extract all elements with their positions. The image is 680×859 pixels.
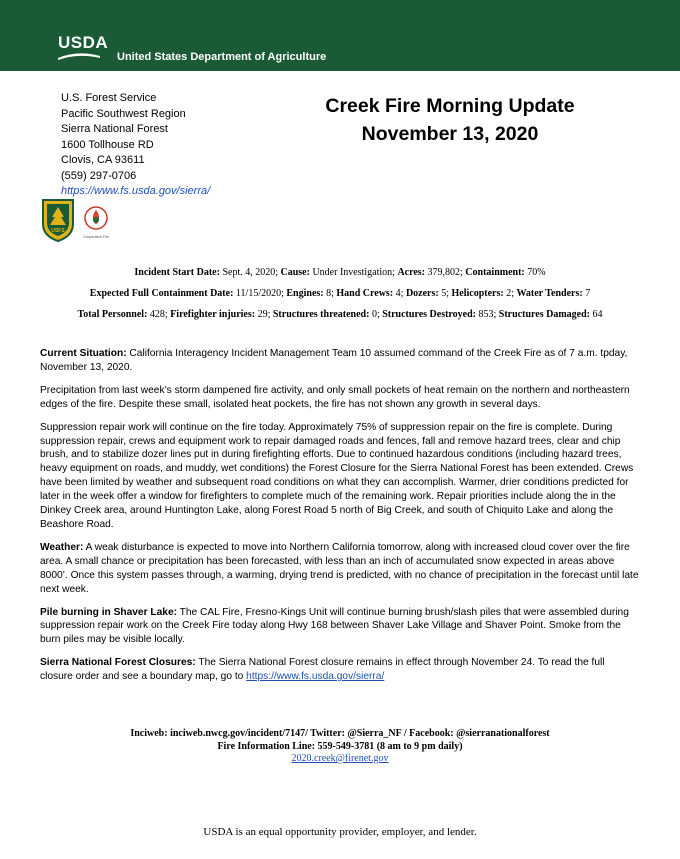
contact-info — [0, 728, 680, 766]
department-name: United States Department of Agriculture — [117, 51, 327, 63]
suppression-paragraph: Suppression repair work will continue on the fire today. Approximately 75% of suppression repair on the fire is complete. During suppression repair, crews and equipment work to repair damaged roads and fences, fall and remove hazard trees, clear and chip brush, and to stabilize dozer lines put in during firefighting efforts. Due to continued hazardous conditions (including hazard trees, heavy equipment on roads, and muddy, wet conditions) the Forest Closure for the Sierra National Forest has been extended. Crews have been limited by weather and subsequent road conditions on what they can accomplish. Warmer, drier conditions predicted for later in the week offer a window for firefighters to complete much of the remaining work. Repair priorities include along the in the Dinkey Creek area, around Huntington Lake, along Forest Road 5 north of Big Creek, and south of Chiquito Lake and along the Beashore Road. — [40, 421, 634, 530]
incident-stats — [0, 266, 680, 329]
stat-label: Hand Crews: — [336, 288, 394, 299]
section-label: Pile burning in Shaver Lake: — [40, 606, 177, 618]
stat-value: 70% — [524, 267, 546, 278]
precipitation-paragraph: Precipitation from last week’s storm dampened fire activity, and only small pockets of heat remain on the northern and northeastern edges of the fire. Despite these small, isolated heat pockets, the fire has not shown any growth in several days. — [40, 384, 630, 410]
address-line: Sierra National Forest — [61, 123, 168, 135]
weather-paragraph — [40, 541, 640, 597]
email-link[interactable]: 2020.creek@firenet.gov — [291, 753, 389, 764]
stat-label: Cause: — [280, 267, 310, 278]
closures-paragraph — [40, 656, 640, 684]
cooperative-fire-text: Cooperative Fire — [83, 235, 109, 239]
stat-value: Sept. 4, 2020; — [219, 267, 281, 278]
stats-line-1 — [0, 266, 680, 287]
stat-value: 29; — [255, 309, 273, 320]
title-date: November 13, 2020 — [361, 123, 539, 145]
stat-label: Structures Damaged: — [498, 309, 590, 320]
stat-value: 7 — [582, 288, 591, 299]
address-line: (559) 297-0706 — [61, 169, 137, 182]
paragraph-text: California Interagency Incident Management Team 10 assumed command of the Creek Fire as of 7 a.m. tpday, November 13, 2020. — [40, 348, 628, 373]
stat-label: Structures threatened: — [272, 309, 370, 320]
fire-info-line: Fire Information Line: 559-549-3781 (8 am to 9 pm daily) — [217, 740, 463, 752]
address-line: Pacific Southwest Region — [61, 107, 186, 120]
stat-value: 0; — [369, 309, 383, 320]
page-title — [290, 92, 610, 148]
equal-opportunity-footer: USDA is an equal opportunity provider, employer, and lender. — [203, 826, 477, 838]
stat-label: Structures Destroyed: — [382, 309, 476, 320]
usda-swoosh-icon — [58, 52, 100, 60]
website-link[interactable]: https://www.fs.usda.gov/sierra/ — [61, 185, 211, 197]
stat-value: 4; — [393, 288, 406, 299]
stat-label: Water Tenders: — [516, 288, 583, 299]
section-label: Current Situation: — [40, 348, 127, 359]
paragraph-text: The CAL Fire, Fresno-Kings Unit will continue burning brush/slash piles that were assembled during suppression repair work on the Creek Fire today along Hwy 168 between Shaver Lake Village and Shaver Point. Smoke from the burn piles may be visible locally. — [40, 606, 629, 646]
agency-badges — [40, 198, 110, 247]
stat-value: Under Investigation; — [309, 267, 398, 278]
stat-value: 428; — [147, 309, 171, 320]
usda-logo: USDA — [58, 33, 109, 52]
stat-value: 853; — [476, 309, 499, 320]
paragraph-text: A weak disturbance is expected to move into Northern California tomorrow, along with increased cloud cover over the fire area. A small chance or precipitation has been forecasted, with less than an inch of accumulated snow expected in areas above 8000’. Once this system passes through, a warming, drying trend is predicted, with no chance of precipitation in the forecast until late next week. — [40, 541, 639, 595]
stat-label: Firefighter injuries: — [170, 309, 256, 320]
stat-label: Dozers: — [405, 288, 439, 299]
stat-label: Total Personnel: — [77, 309, 148, 320]
stat-value: 5; — [438, 288, 452, 299]
stat-value: 64 — [589, 309, 603, 320]
stat-value: 2; — [503, 288, 517, 299]
inciweb-line: Inciweb: inciweb.nwcg.gov/incident/7147/ Twitter: @Sierra_NF / Facebook: @sierranationalforest — [130, 728, 550, 739]
stat-label: Containment: — [465, 267, 525, 278]
stat-label: Acres: — [397, 267, 426, 278]
usda-banner — [0, 0, 680, 71]
address-line: Clovis, CA 93611 — [61, 154, 145, 166]
stat-value: 11/15/2020; — [233, 288, 287, 299]
pile-burning-paragraph — [40, 606, 640, 648]
address-line: U.S. Forest Service — [61, 92, 157, 104]
stat-label: Engines: — [286, 288, 324, 299]
stats-line-2 — [0, 287, 680, 308]
title-line-1: Creek Fire Morning Update — [325, 95, 575, 117]
stat-label: Helicopters: — [451, 288, 504, 299]
paragraph-text: The Sierra National Forest closure remains in effect through November 24. To read the full closure order and see a boundary map, go to — [40, 657, 605, 683]
current-situation-paragraph — [40, 347, 640, 375]
shield-text: USFS — [51, 228, 65, 234]
office-address — [61, 91, 210, 200]
stat-label: Incident Start Date: — [134, 267, 220, 278]
section-label: Weather: — [40, 541, 84, 553]
closure-link[interactable]: https://www.fs.usda.gov/sierra/ — [246, 671, 385, 683]
stat-value: 8; — [323, 288, 337, 299]
forest-service-shield-icon — [40, 198, 110, 242]
stat-label: Expected Full Containment Date: — [89, 288, 234, 299]
address-line: 1600 Tollhouse RD — [61, 138, 154, 151]
stat-value: 379,802; — [425, 267, 466, 278]
update-body — [40, 347, 640, 693]
stats-line-3 — [0, 308, 680, 329]
section-label: Sierra National Forest Closures: — [40, 657, 196, 669]
